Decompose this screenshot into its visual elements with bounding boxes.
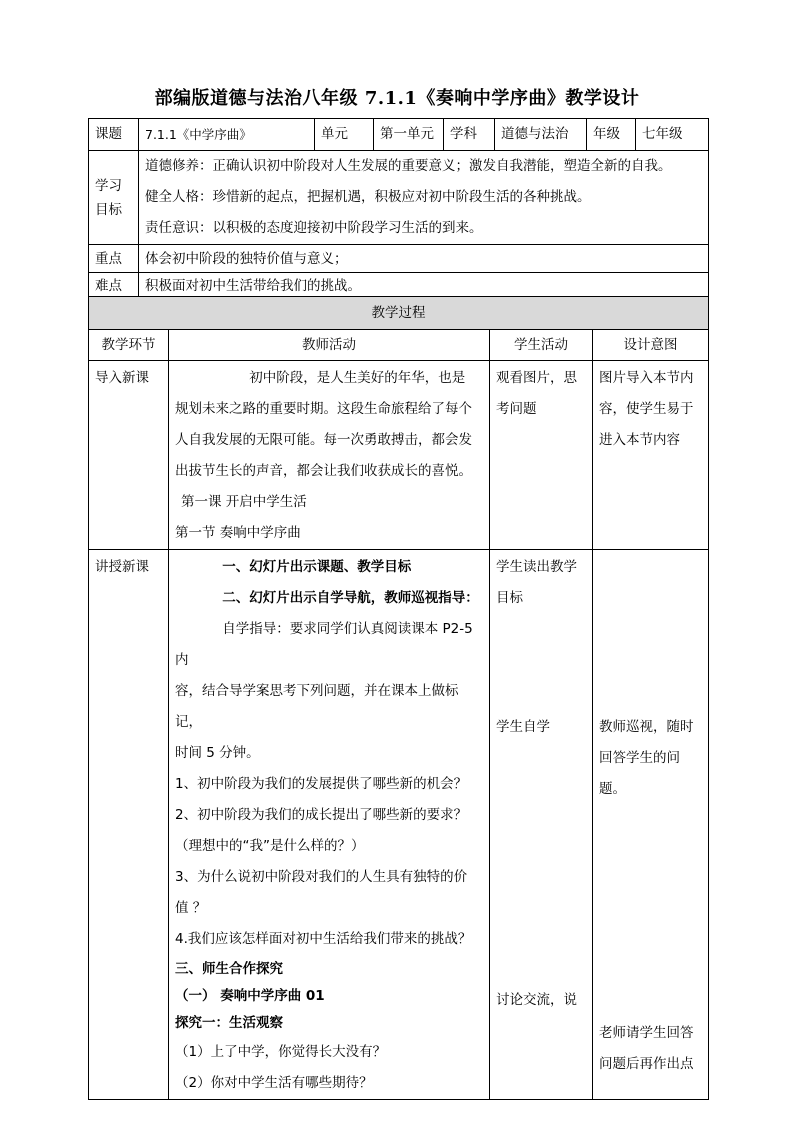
lecture-student-line: 学生自学 [496, 719, 550, 735]
lecture-teacher-line: （理想中的“我”是什么样的？） [175, 838, 365, 854]
process-table [88, 296, 709, 1100]
objective-item: 道德修养：正确认识初中阶段对人生发展的重要意义；激发自我潜能，塑造全新的自我。 [145, 158, 672, 174]
unit-value: 第一单元 [374, 119, 444, 151]
intro-intent-line: 进入本节内容 [599, 432, 680, 448]
intro-teacher-line: 出拔节生长的声音，都会让我们收获成长的喜悦。 [175, 463, 472, 479]
intro-teacher-line: 第一节 奏响中学序曲 [175, 525, 301, 541]
process-header: 教学过程 [89, 297, 709, 330]
lecture-intent-line: 老师请学生回答 [599, 1025, 694, 1041]
lecture-teacher-line: 2、初中阶段为我们的成长提出了哪些新的要求？ [175, 807, 468, 823]
objectives-label-2: 目标 [95, 201, 122, 218]
lecture-teacher-line: （一） 奏响中学序曲 01 [175, 988, 325, 1004]
column-header-stage: 教学环节 [89, 330, 169, 361]
intro-stage: 导入新课 [89, 361, 169, 550]
lecture-student-activity [490, 550, 593, 1100]
objectives-label-1: 学习 [95, 177, 122, 194]
key-point-label: 重点 [89, 245, 139, 273]
intro-student-line: 考问题 [496, 401, 537, 417]
intro-teacher-activity [169, 361, 490, 550]
key-point-value: 体会初中阶段的独特价值与意义； [139, 245, 709, 273]
objective-item: 健全人格：珍惜新的起点，把握机遇，积极应对初中阶段生活的各种挑战。 [145, 189, 591, 205]
lecture-student-line: 学生读出教学 [496, 559, 577, 575]
difficulty-label: 难点 [89, 273, 139, 300]
lecture-intent-line: 教师巡视，随时 [599, 719, 694, 735]
objective-item: 责任意识：以积极的态度迎接初中阶段学习生活的到来。 [145, 220, 483, 236]
intro-teacher-line: 人自我发展的无限可能。每一次勇敢搏击，都会发 [175, 432, 472, 448]
info-table [88, 118, 709, 300]
unit-label: 单元 [315, 119, 374, 151]
lecture-stage: 讲授新课 [89, 550, 169, 1100]
lecture-design-intent [593, 550, 709, 1100]
lecture-teacher-line: 二、幻灯片出示自学导航，教师巡视指导： [222, 590, 479, 606]
column-header-teacher: 教师活动 [169, 330, 490, 361]
lecture-teacher-line: 探究一：生活观察 [175, 1015, 283, 1031]
intro-teacher-line: 规划未来之路的重要时期。这段生命旅程给了每个 [175, 401, 472, 417]
lecture-teacher-line: 三、师生合作探究 [175, 961, 283, 977]
objectives-label [89, 151, 139, 245]
lecture-teacher-line: 1、初中阶段为我们的发展提供了哪些新的机会？ [175, 776, 468, 792]
difficulty-value: 积极面对初中生活带给我们的挑战。 [139, 273, 709, 300]
page-title: 部编版道德与法治八年级 7.1.1《奏响中学序曲》教学设计 [154, 88, 640, 109]
subject-value: 道德与法治 [495, 119, 587, 151]
grade-label: 年级 [587, 119, 636, 151]
lecture-student-line: 目标 [496, 590, 523, 606]
lecture-teacher-line: （2）你对中学生活有哪些期待？ [175, 1075, 373, 1091]
lecture-teacher-line: 一、幻灯片出示课题、教学目标 [222, 559, 412, 575]
lecture-teacher-line: 4.我们应该怎样面对初中生活给我们带来的挑战？ [175, 931, 472, 947]
intro-design-intent [593, 361, 709, 550]
course-value: 7.1.1《中学序曲》 [139, 119, 315, 151]
lecture-teacher-line: 容，结合导学案思考下列问题，并在课本上做标记， [175, 683, 459, 730]
column-header-intent: 设计意图 [593, 330, 709, 361]
lecture-student-line: 讨论交流，说 [496, 992, 577, 1008]
lecture-teacher-line: （1）上了中学，你觉得长大没有？ [175, 1044, 387, 1060]
lecture-teacher-line: 自学指导：要求同学们认真阅读课本 P2-5 内 [175, 621, 473, 668]
lecture-teacher-line: 值 ？ [175, 900, 207, 916]
intro-intent-line: 图片导入本节内 [599, 370, 694, 386]
lecture-teacher-activity [169, 550, 490, 1100]
subject-label: 学科 [444, 119, 495, 151]
column-header-student: 学生活动 [490, 330, 593, 361]
course-label: 课题 [89, 119, 139, 151]
intro-teacher-line: 初中阶段，是人生美好的年华，也是 [249, 370, 466, 386]
lecture-intent-line: 问题后再作出点 [599, 1056, 694, 1072]
intro-student-line: 观看图片，思 [496, 370, 577, 386]
intro-teacher-line: 第一课 开启中学生活 [181, 494, 307, 510]
intro-student-activity [490, 361, 593, 550]
objectives-content [139, 151, 709, 245]
lecture-teacher-line: 3、为什么说初中阶段对我们的人生具有独特的价 [175, 869, 468, 885]
lecture-intent-line: 回答学生的问题。 [599, 750, 680, 797]
grade-value: 七年级 [636, 119, 709, 151]
intro-intent-line: 容，使学生易于 [599, 401, 694, 417]
lecture-teacher-line: 时间 5 分钟。 [175, 745, 260, 761]
